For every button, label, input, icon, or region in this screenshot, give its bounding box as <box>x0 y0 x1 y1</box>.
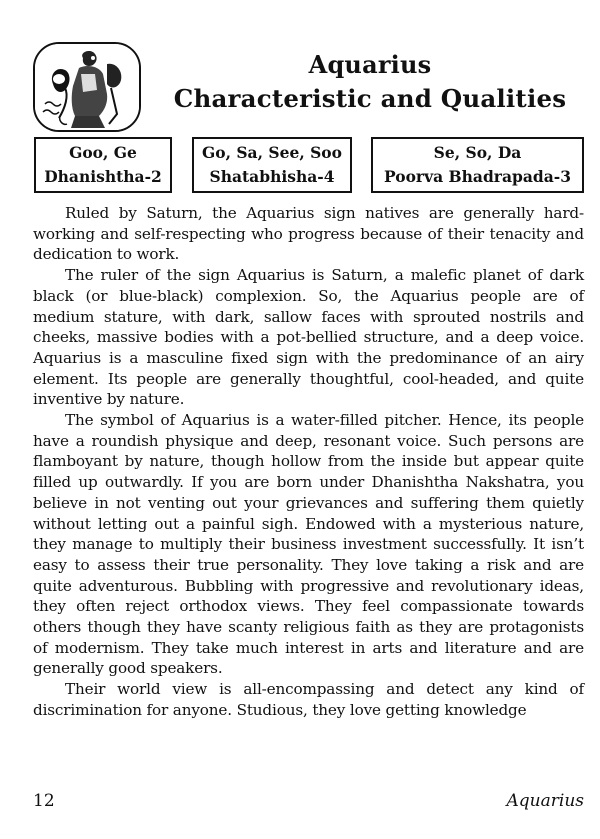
running-title: Aquarius <box>506 791 584 811</box>
nakshatra-box-dhanishtha <box>34 137 172 193</box>
nakshatra-name: Shatabhisha-4 <box>209 167 335 186</box>
page-number: 12 <box>33 791 55 811</box>
paragraph: The symbol of Aquarius is a water-filled pitcher. Hence, its people have a roundish physique and deep, resonant voice. Such persons are flamboyant by nature, though hollow from the inside but appear quite filled up outwardly. If you are born under Dhanishtha Nakshatra, you believe in not venting out your grievances and suffering them quietly without letting out a painful sigh. Endowed with a mysterious nature, they manage to multiply their business investment successfully. It isn’t easy to assess their true personality. They love taking a risk and are quite adventurous. Bubbling with progressive and revolutionary ideas, they often reject orthodox views. They feel compassionate towards others though they have scanty religious faith as they are protagonists of modernism. They take much interest in arts and literature and are generally good speakers. <box>33 411 584 678</box>
title-line-1: Aquarius <box>308 50 432 79</box>
paragraph: Their world view is all-encompassing and detect any kind of discrimination for anyone. Studious, they love getting knowledge <box>33 680 584 719</box>
nakshatra-box-poorva-bhadrapada <box>371 137 584 193</box>
body-text <box>33 203 584 721</box>
nakshatra-name: Dhanishtha-2 <box>44 167 162 186</box>
nakshatra-name: Poorva Bhadrapada-3 <box>384 167 571 186</box>
title-line-2: Characteristic and Qualities <box>173 84 567 113</box>
aquarius-water-bearer-icon <box>33 42 141 132</box>
nakshatra-syllables: Se, So, Da <box>433 143 522 162</box>
paragraph: The ruler of the sign Aquarius is Saturn, a malefic planet of dark black (or blue-black) complexion. So, the Aquarius people are of medium stature, with dark, sallow faces with sprouted nostrils and cheeks, massive bodies with a pot-bellied structure, and a deep voice. Aquarius is a masculine fixed sign with the predominance of an airy element. Its people are generally thoughtful, cool-headed, and quite inventive by nature. <box>33 266 584 409</box>
page-title <box>140 48 600 116</box>
nakshatra-box-shatabhisha <box>192 137 352 193</box>
emblem-illustration <box>35 44 139 130</box>
nakshatra-boxes <box>0 137 600 197</box>
nakshatra-syllables: Go, Sa, See, Soo <box>202 143 342 162</box>
page-footer <box>33 791 584 815</box>
paragraph: Ruled by Saturn, the Aquarius sign natives are generally hard-working and self-respecting who progress because of their tenacity and dedication to work. <box>33 204 584 264</box>
nakshatra-syllables: Goo, Ge <box>69 143 137 162</box>
page-header <box>0 0 600 135</box>
